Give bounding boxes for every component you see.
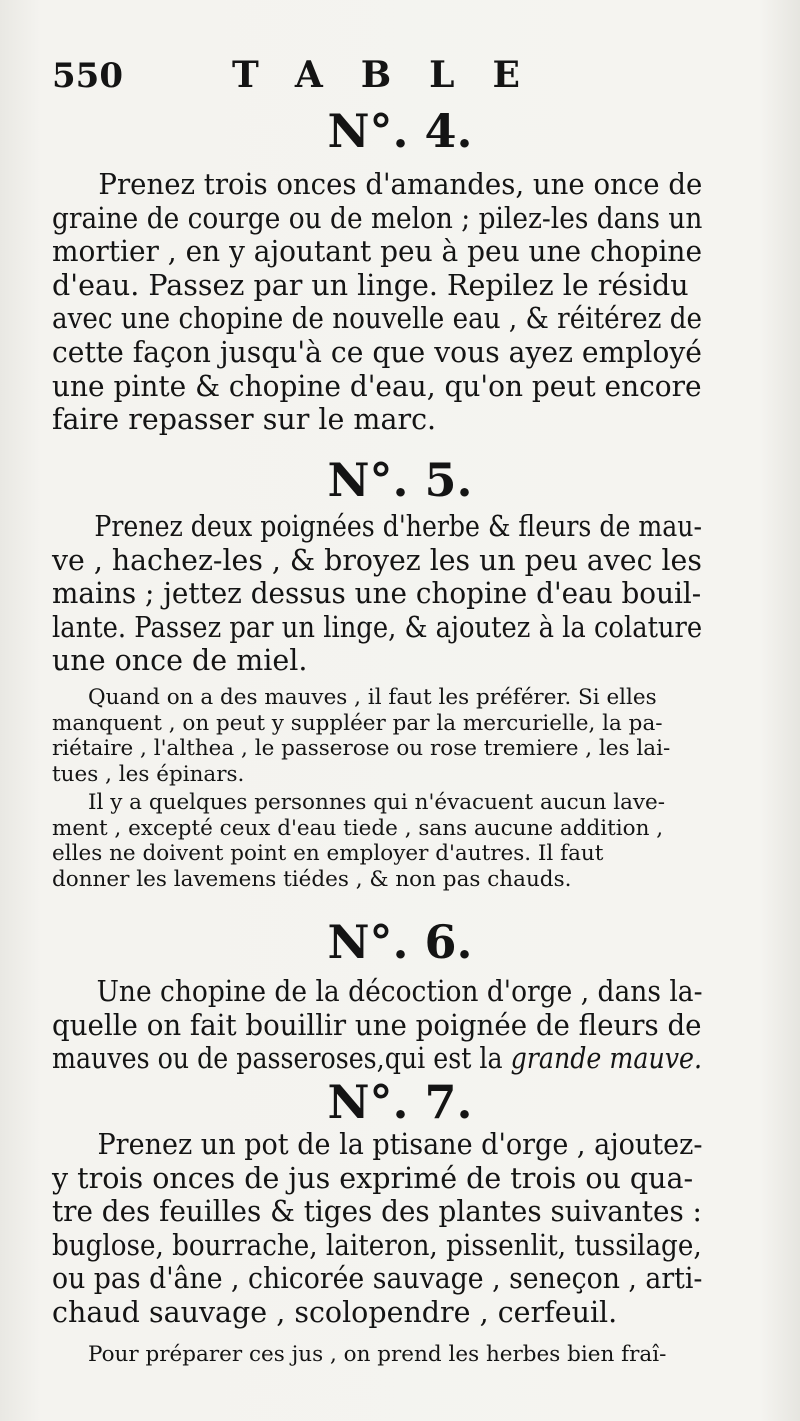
text-line: avec une chopine de nouvelle eau , & réitérez de: [52, 302, 703, 336]
text-line: une pinte & chopine d'eau, qu'on peut encore: [52, 369, 702, 403]
text-line: y trois onces de jus exprimé de trois ou qua-: [52, 1161, 694, 1195]
recipe-5-note-2: [52, 790, 704, 892]
text-line: quelle on fait bouillir une poignée de fleurs de: [52, 1008, 702, 1042]
text-segment: mauves ou de passeroses,qui est la: [52, 1042, 503, 1076]
recipe-5-note-1: [52, 685, 704, 787]
page-number: 550: [52, 56, 123, 96]
text-line: lante. Passez par un linge, & ajoutez à la colature: [52, 610, 703, 644]
page-header: [52, 52, 752, 102]
section-number-7: N°. 7.: [327, 1075, 473, 1129]
section-number-6: N°. 6.: [327, 915, 473, 969]
text-line: Prenez deux poignées d'herbe & fleurs de mau-: [94, 510, 703, 543]
recipe-4-text: [52, 168, 702, 437]
recipe-7-text: [52, 1128, 702, 1330]
note-line: Il y a quelques personnes qui n'évacuent aucun lave-: [88, 790, 666, 815]
note-line: tues , les épinars.: [52, 761, 245, 787]
text-line-final: [52, 1042, 703, 1076]
note-line: manquent , on peut y suppléer par la mercurielle, la pa-: [52, 710, 663, 736]
text-line: une once de miel.: [52, 644, 308, 678]
text-line: Une chopine de la décoction d'orge , dans la-: [96, 975, 703, 1008]
text-line: cette façon jusqu'à ce que vous ayez employé: [52, 335, 702, 369]
text-line: buglose, bourrache, laiteron, pissenlit, tussilage,: [52, 1228, 702, 1262]
recipe-5-text: [52, 510, 702, 678]
section-number-4: N°. 4.: [327, 104, 473, 158]
text-line: mains ; jettez dessus une chopine d'eau bouil-: [52, 577, 702, 611]
text-line: Prenez un pot de la ptisane d'orge , ajoutez-: [97, 1128, 703, 1161]
text-line: graine de courge ou de melon ; pilez-les dans un: [52, 201, 703, 235]
text-line: chaud sauvage , scolopendre , cerfeuil.: [52, 1295, 618, 1329]
note-line: elles ne doivent point en employer d'autres. Il faut: [52, 841, 604, 866]
text-line: d'eau. Passez par un linge. Repilez le résidu: [52, 268, 689, 302]
text-line: Prenez trois onces d'amandes, une once de: [98, 168, 703, 201]
note-line: Pour préparer ces jus , on prend les herbes bien fraî-: [88, 1342, 667, 1367]
recipe-6-text: [52, 975, 702, 1076]
note-line: donner les lavemens tiédes , & non pas chauds.: [52, 866, 572, 892]
running-title: TABLE: [232, 54, 558, 96]
italic-term: grande mauve.: [510, 1042, 703, 1076]
note-line: riétaire , l'althea , le passerose ou rose tremiere , les lai-: [52, 736, 671, 761]
text-line: ve , hachez-les , & broyez les un peu avec les: [52, 543, 702, 577]
section-number-5: N°. 5.: [327, 453, 473, 507]
note-line: ment , excepté ceux d'eau tiede , sans aucune addition ,: [52, 815, 664, 841]
note-line: Quand on a des mauves , il faut les préférer. Si elles: [88, 685, 657, 710]
text-line: ou pas d'âne , chicorée sauvage , seneçon , arti-: [52, 1262, 703, 1296]
text-line: faire repasser sur le marc.: [52, 403, 437, 437]
text-line: mortier , en y ajoutant peu à peu une chopine: [52, 235, 703, 269]
recipe-7-note: [52, 1342, 704, 1368]
text-line: tre des feuilles & tiges des plantes suivantes :: [52, 1195, 702, 1229]
